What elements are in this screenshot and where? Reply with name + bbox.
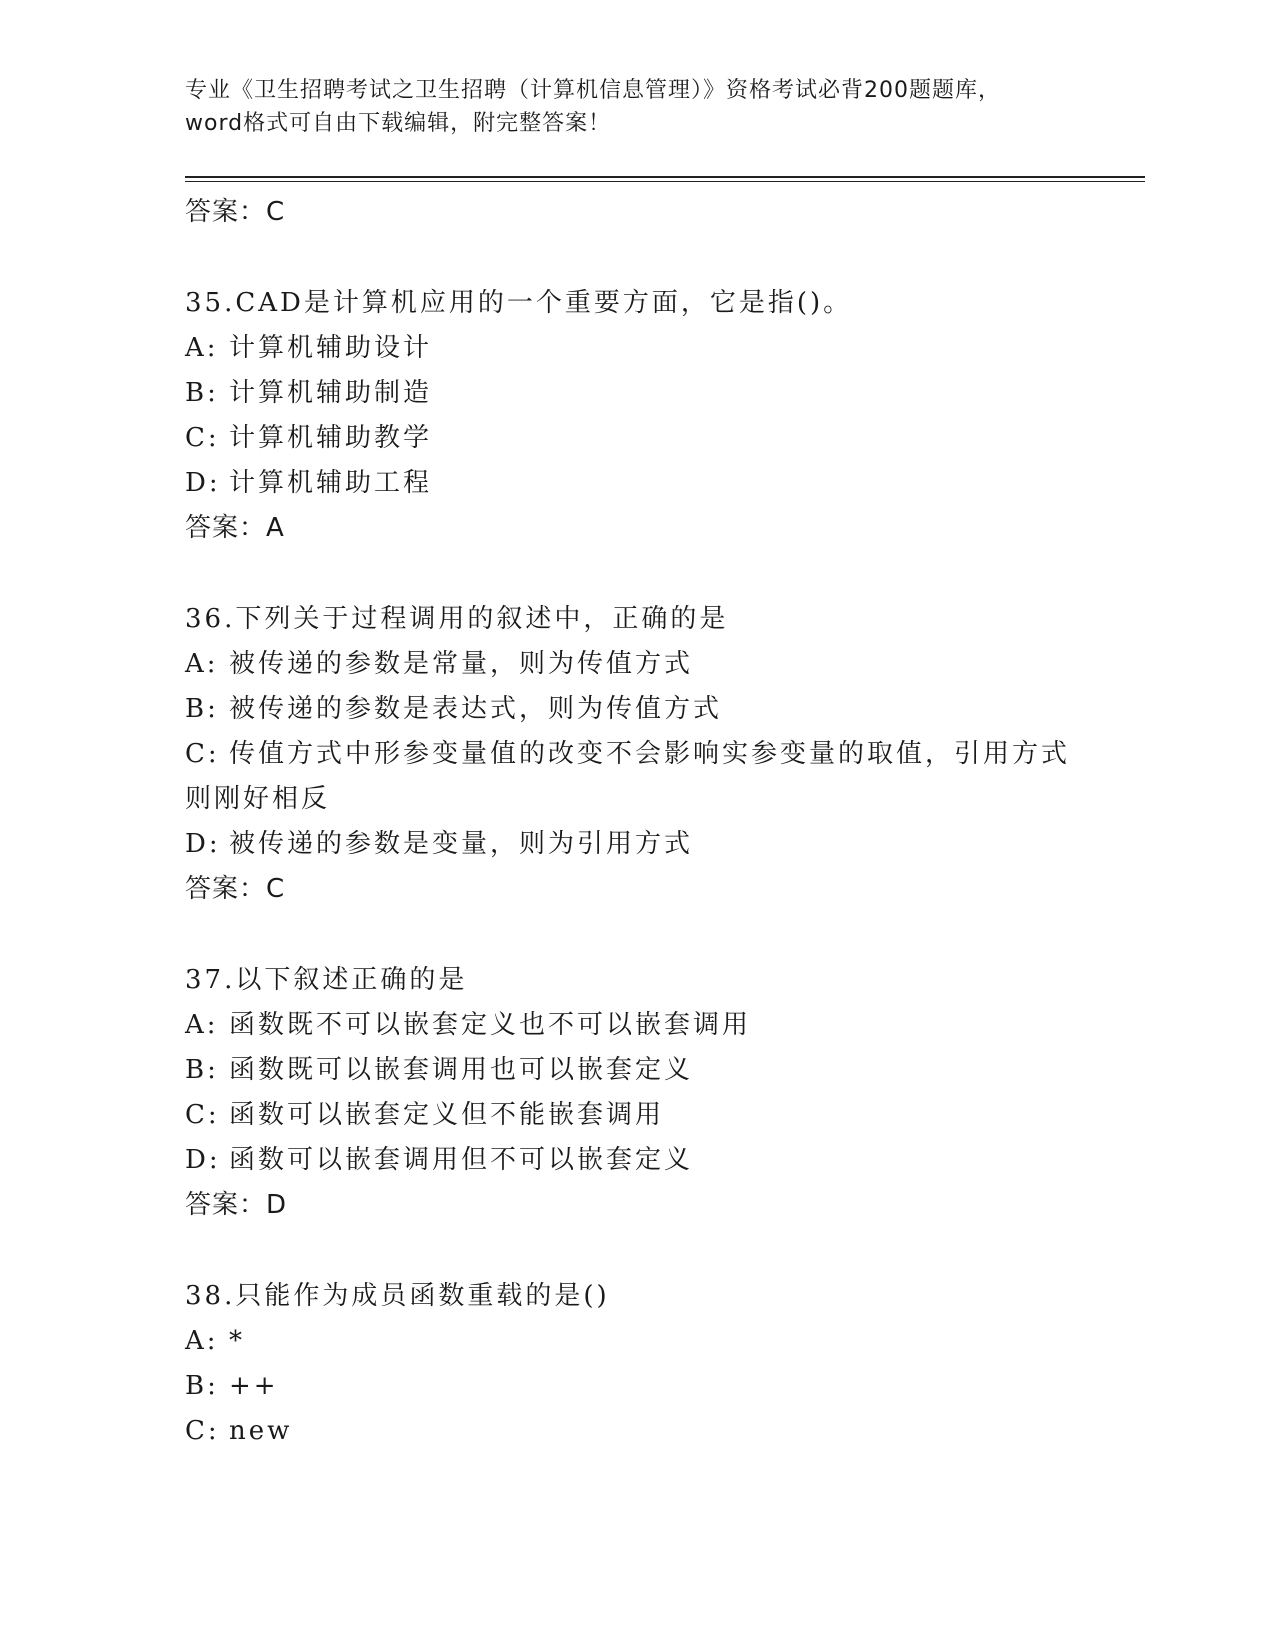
answer-label: 答案：C <box>185 874 286 904</box>
option-letter: C: <box>185 1100 220 1130</box>
header-divider-thick <box>185 176 1145 178</box>
option-b <box>185 1364 1085 1409</box>
option-c <box>185 1093 1085 1138</box>
option-text: * <box>229 1326 245 1356</box>
option-text: 计算机辅助设计 <box>229 333 433 363</box>
option-text: 传值方式中形参变量值的改变不会影响实参变量的取值，引用方式则刚好相反 <box>185 739 1071 814</box>
option-text: 计算机辅助工程 <box>229 468 433 498</box>
spacer <box>185 912 1085 958</box>
option-text: 被传递的参数是变量，则为引用方式 <box>229 829 694 859</box>
option-a <box>185 326 1085 371</box>
option-letter: A: <box>185 333 219 363</box>
option-letter: D: <box>185 1145 221 1175</box>
option-text: 计算机辅助教学 <box>229 423 433 453</box>
option-b <box>185 1048 1085 1093</box>
answer-label: 答案：D <box>185 1190 288 1220</box>
answer-label: 答案：C <box>185 197 286 227</box>
question-block-38 <box>185 1274 1085 1454</box>
option-letter: D: <box>185 468 221 498</box>
option-text: 函数既不可以嵌套定义也不可以嵌套调用 <box>229 1010 752 1040</box>
option-d <box>185 1138 1085 1183</box>
option-text: 函数可以嵌套调用但不可以嵌套定义 <box>229 1145 694 1175</box>
document-body <box>185 190 1085 1454</box>
option-c <box>185 732 1085 822</box>
option-text: 函数既可以嵌套调用也可以嵌套定义 <box>229 1055 694 1085</box>
option-b <box>185 371 1085 416</box>
option-text: 函数可以嵌套定义但不能嵌套调用 <box>229 1100 665 1130</box>
option-b <box>185 687 1085 732</box>
question-block-37 <box>185 958 1085 1228</box>
option-letter: A: <box>185 649 219 679</box>
option-letter: A: <box>185 1010 219 1040</box>
question-text: 35.CAD是计算机应用的一个重要方面，它是指()。 <box>185 288 853 318</box>
question-text: 37.以下叙述正确的是 <box>185 965 468 995</box>
option-a <box>185 642 1085 687</box>
option-letter: C: <box>185 1416 220 1446</box>
option-text: new <box>229 1416 293 1446</box>
option-text: 计算机辅助制造 <box>229 378 433 408</box>
question-block-35 <box>185 281 1085 551</box>
header-divider-thin <box>185 181 1145 182</box>
option-a <box>185 1003 1085 1048</box>
option-letter: C: <box>185 423 220 453</box>
option-d <box>185 822 1085 867</box>
option-text: ++ <box>229 1371 279 1401</box>
option-a <box>185 1319 1085 1364</box>
option-letter: C: <box>185 739 220 769</box>
option-letter: B: <box>185 694 219 724</box>
question-block-36 <box>185 597 1085 912</box>
option-letter: D: <box>185 829 221 859</box>
option-letter: B: <box>185 1371 219 1401</box>
header-line-2: word格式可自由下载编辑，附完整答案！ <box>185 111 612 136</box>
spacer <box>185 1228 1085 1274</box>
option-text: 被传递的参数是表达式，则为传值方式 <box>229 694 723 724</box>
option-letter: B: <box>185 378 219 408</box>
option-letter: A: <box>185 1326 219 1356</box>
answer-label: 答案：A <box>185 513 285 543</box>
option-c <box>185 1409 1085 1454</box>
spacer <box>185 235 1085 281</box>
document-header <box>185 74 1085 140</box>
header-line-1: 专业《卫生招聘考试之卫生招聘（计算机信息管理）》资格考试必背200题题库， <box>185 78 1001 103</box>
question-text: 38.只能作为成员函数重载的是() <box>185 1281 610 1311</box>
spacer <box>185 551 1085 597</box>
option-text: 被传递的参数是常量，则为传值方式 <box>229 649 694 679</box>
option-c <box>185 416 1085 461</box>
question-text: 36.下列关于过程调用的叙述中，正确的是 <box>185 604 729 634</box>
option-d <box>185 461 1085 506</box>
option-letter: B: <box>185 1055 219 1085</box>
